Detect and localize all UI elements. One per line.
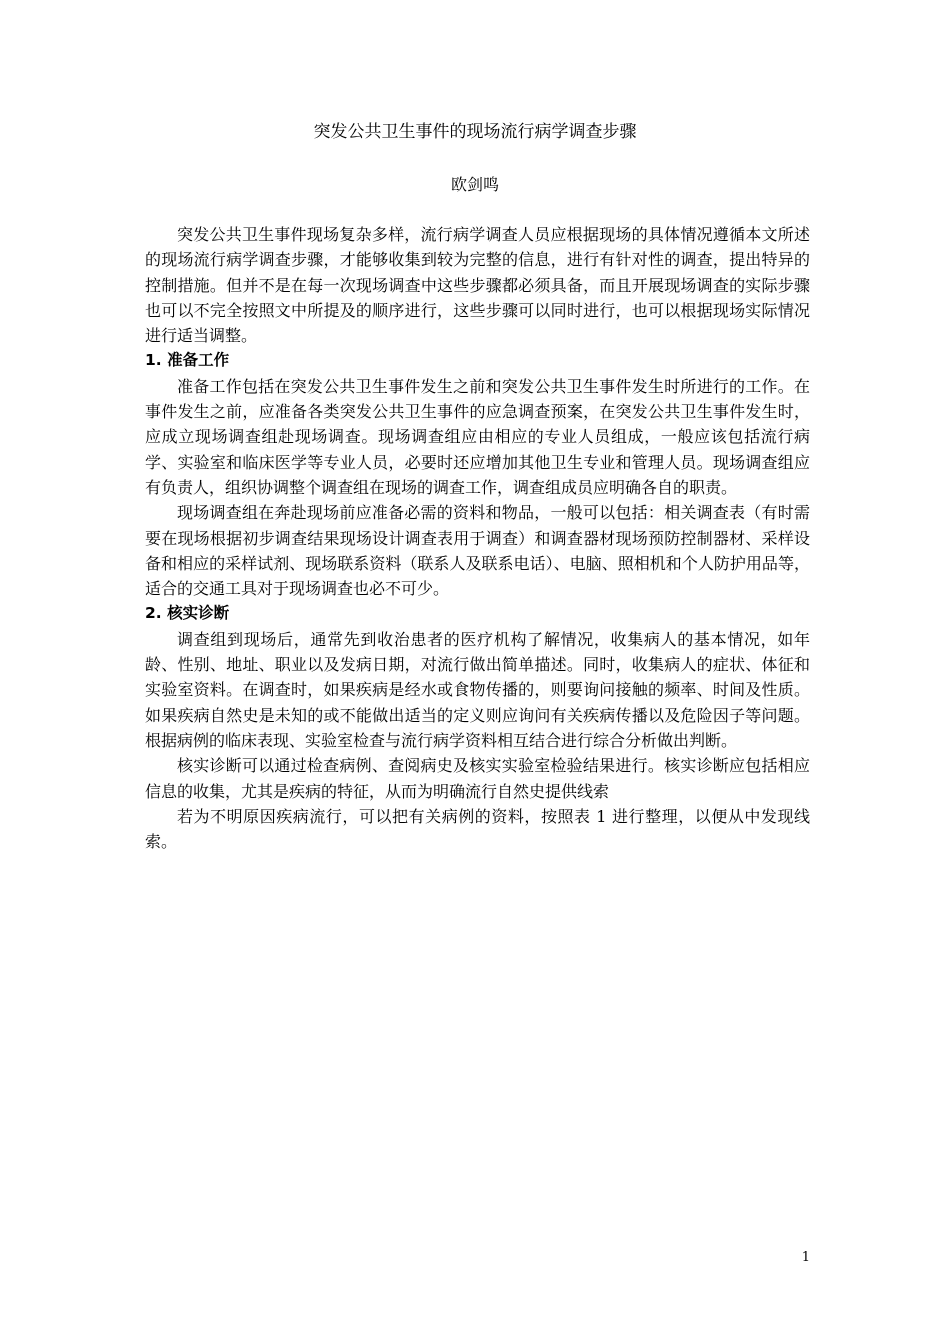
intro-paragraph: 突发公共卫生事件现场复杂多样，流行病学调查人员应根据现场的具体情况遵循本文所述的现场流行病学调查步骤，才能够收集到较为完整的信息，进行有针对性的调查，提出特异的控制措施。但并不是在每一次现场调查中这些步骤都必须具备，而且开展现场调查的实际步骤也可以不完全按照文中所提及的顺序进行，这些步骤可以同时进行，也可以根据现场实际情况进行适当调整。 [145,225,810,346]
diagnosis-paragraph-3: 若为不明原因疾病流行，可以把有关病例的资料，按照表 1 进行整理，以便从中发现线索。 [145,806,810,852]
document-author: 欧剑鸣 [450,175,499,194]
document-body [145,222,810,854]
diagnosis-paragraph-1: 调查组到现场后，通常先到收治患者的医疗机构了解情况，收集病人的基本情况，如年龄、性别、地址、职业以及发病日期，对流行做出简单描述。同时，收集病人的症状、体征和实验室资料。在调查时，如果疾病是经水或食物传播的，则要询问接触的频率、时间及性质。如果疾病自然史是未知的或不能做出适当的定义则应询问有关疾病传播以及危险因子等问题。根据病例的临床表现、实验室检查与流行病学资料相互结合进行综合分析做出判断。 [145,629,810,750]
preparation-paragraph-2: 现场调查组在奔赴现场前应准备必需的资料和物品，一般可以包括：相关调查表（有时需要在现场根据初步调查结果现场设计调查表用于调查）和调查器材现场预防控制器材、采样设备和相应的采样试剂、现场联系资料（联系人及联系电话）、电脑、照相机和个人防护用品等，适合的交通工具对于现场调查也必不可少。 [145,503,810,599]
diagnosis-paragraph-2: 核实诊断可以通过检查病例、查阅病史及核实实验室检验结果进行。核实诊断应包括相应信息的收集，尤其是疾病的特征，从而为明确流行自然史提供线索 [145,756,810,801]
document-title: 突发公共卫生事件的现场流行病学调查步骤 [313,122,637,142]
section-heading-preparation: 1. 准备工作 [145,351,230,370]
section-heading-verify-diagnosis: 2. 核实诊断 [145,604,230,623]
page-number: 1 [801,1250,810,1265]
preparation-paragraph-1: 准备工作包括在突发公共卫生事件发生之前和突发公共卫生事件发生时所进行的工作。在事件发生之前，应准备各类突发公共卫生事件的应急调查预案，在突发公共卫生事件发生时，应成立现场调查组赴现场调查。现场调查组应由相应的专业人员组成，一般应该包括流行病学、实验室和临床医学等专业人员，必要时还应增加其他卫生专业和管理人员。现场调查组应有负责人，组织协调整个调查组在现场的调查工作，调查组成员应明确各自的职责。 [145,376,810,497]
